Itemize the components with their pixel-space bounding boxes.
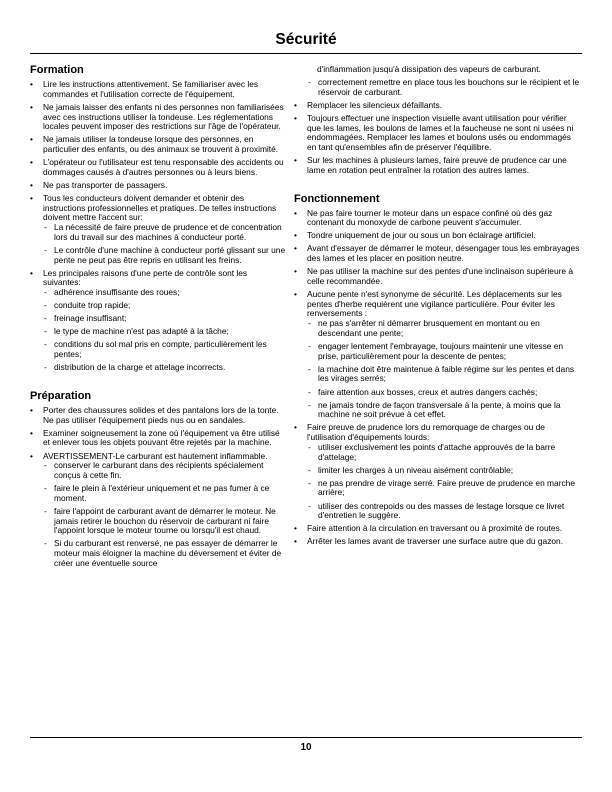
list-item-text: Toujours effectuer une inspection visuelle avant utilisation pour vérifier que les lames, les boulons de lames et la faucheuse ne sont ni usées ni endommagées. Remplacer les lames et boulons usés ou endommagés en tant qu'ensembles afin de préserver l'équilibre.: [307, 112, 574, 153]
right-column: [294, 65, 582, 551]
list-item: [294, 524, 582, 534]
list-item-text: Remplacer les silencieux défaillants.: [307, 99, 442, 110]
section-fonctionnement: [294, 193, 582, 548]
list-item: [294, 423, 582, 521]
sub-list-item: - utiliser des contrepoids ou des masses de lestage lorsque ce livret d'entretien le suggère.: [307, 502, 582, 521]
sub-list: [307, 443, 582, 521]
sub-list-item: - faire l'appoint de carburant avant de démarrer le moteur. Ne jamais retirer le bouchon du réservoir de carburant ni faire l'appoint lorsque le moteur tourne ou lorsqu'il est chaud.: [43, 507, 287, 536]
sub-list: [43, 461, 287, 568]
list-item: [30, 194, 287, 265]
list-item-text: Ne pas transporter de passagers.: [43, 179, 168, 190]
list-item: [294, 231, 582, 241]
sub-list-item: - le type de machine n'est pas adapté à la tâche;: [43, 327, 287, 337]
list-item: [30, 181, 287, 191]
section-formation: [30, 64, 287, 373]
list-item: [294, 267, 582, 286]
list-item-text: Tondre uniquement de jour ou sous un bon éclairage artificiel.: [307, 230, 536, 241]
section-heading-fonctionnement: Fonctionnement: [294, 192, 380, 205]
section-heading-formation: Formation: [30, 64, 84, 76]
page-title: Sécurité: [275, 31, 337, 48]
list-item-text: Faire preuve de prudence lors du remorquage de charges ou de l'utilisation d'équipements lourds:: [307, 422, 545, 443]
list-item-text: Les principales raisons d'une perte de contrôle sont les suivantes:: [43, 267, 248, 288]
list-item-text: Sur les machines à plusieurs lames, faire preuve de prudence car une lame en rotation peut entraîner la rotation des autres lames.: [307, 155, 567, 175]
sub-list-item: - faire attention aux bosses, creux et autres dangers cachés;: [307, 388, 582, 398]
list-item-text: Ne pas faire tourner le moteur dans un espace confiné où des gaz contenant du monoxyde de carbone peuvent s'accumuler.: [307, 207, 553, 228]
list-item-text: L'opérateur ou l'utilisateur est tenu responsable des accidents ou dommages causés à d'autres personnes ou à leurs biens.: [43, 157, 284, 177]
sub-list-item: - adhérence insuffisante des roues;: [43, 288, 287, 298]
sub-list: [307, 319, 582, 420]
sub-list-item: - Si du carburant est renversé, ne pas essayer de démarrer le moteur mais éloigner la machine du déversement et éviter de créer une éventuelle source: [43, 539, 287, 568]
sub-list-item: - Le contrôle d'une machine à conducteur porté glissant sur une pente ne peut pas être repris en utilisant les freins.: [43, 246, 287, 265]
preparation-list: [30, 406, 287, 569]
list-item: [30, 452, 287, 569]
page-number: 10: [300, 742, 312, 753]
list-item-text: Faire attention à la circulation en traversant ou à proximité de routes.: [307, 523, 563, 534]
list-item-text: AVERTISSEMENT-Le carburant est hautement inflammable.: [43, 450, 268, 461]
list-item: [30, 406, 287, 425]
list-item: [294, 156, 582, 175]
list-item: [294, 244, 582, 263]
footer-rule: [30, 737, 582, 738]
left-column: [30, 64, 287, 572]
list-item-text: Arrêter les lames avant de traverser une surface autre que du gazon.: [307, 536, 564, 547]
list-item-text: Lire les instructions attentivement. Se familiariser avec les commandes et l'utilisation correcte de l'équipement.: [43, 79, 259, 99]
list-item: [30, 135, 287, 154]
sub-list-item: - conduite trop rapide;: [43, 301, 287, 311]
header-rule: [30, 53, 582, 54]
sub-list-item: - ne pas prendre de virage serré. Faire preuve de prudence en marche arrière;: [307, 479, 582, 498]
sub-list-item: - engager lentement l'embrayage, toujours maintenir une vitesse en prise, particulièrement pour la descente de pentes;: [307, 342, 582, 361]
sub-list-item: - La nécessité de faire preuve de prudence et de concentration lors du travail sur des machines à conducteur porté.: [43, 223, 287, 242]
sub-list-item: - conserver le carburant dans des récipients spécialement conçus à cette fin.: [43, 461, 287, 480]
list-item-text: Porter des chaussures solides et des pantalons lors de la tonte. Ne pas utiliser l'équipement pieds nus ou en sandales.: [43, 404, 279, 425]
sub-list-item: - freinage insuffisant;: [43, 314, 287, 324]
list-item: [294, 209, 582, 228]
preparation-list-continued: [294, 101, 582, 176]
sub-list-item: - ne jamais tondre de façon transversale à la pente, à moins que la machine ne soit prévue à cet effet.: [307, 401, 582, 420]
list-item: [30, 429, 287, 448]
sub-list-item: - conditions du sol mal pris en compte, particulièrement les pentes;: [43, 340, 287, 359]
continued-sublist: [294, 78, 582, 97]
fonctionnement-list: [294, 209, 582, 548]
list-item: [294, 114, 582, 153]
list-item-text: Aucune pente n'est synonyme de sécurité. Les déplacements sur les pentes d'herbe requièrent une vigilance particulière. Pour éviter les renversements :: [307, 289, 562, 319]
list-item-text: Ne jamais laisser des enfants ni des personnes non familiarisées avec ces instructions utiliser la tondeuse. Les réglementations locales peuvent imposer des restrictions sur l'âge de l'opérateur.: [43, 101, 284, 132]
sub-list-item: - la machine doit être maintenue à faible régime sur les pentes et dans les virages serrés;: [307, 365, 582, 384]
list-item: [294, 290, 582, 420]
sub-list-item: - limiter les charges à un niveau aisément contrôlable;: [307, 466, 582, 476]
sub-list-item: - faire le plein à l'extérieur uniquement et ne pas fumer à ce moment.: [43, 484, 287, 503]
sub-list-item: - correctement remettre en place tous les bouchons sur le récipient et le réservoir de carburant.: [307, 78, 582, 97]
list-item: [294, 537, 582, 547]
list-item-text: Ne pas utiliser la machine sur des pentes d'une inclinaison supérieure à celle recommandée.: [307, 266, 574, 286]
list-item-text: Avant d'essayer de démarrer le moteur, désengager tous les embrayages des lames et les placer en position neutre.: [307, 243, 580, 264]
section-preparation: [30, 390, 287, 569]
list-item: [30, 269, 287, 373]
list-item: [30, 158, 287, 177]
list-item-text: Tous les conducteurs doivent demander et obtenir des instructions professionnelles et pratiques. De telles instructions doivent mettre l'accent sur:: [43, 192, 277, 223]
sub-list-item: - ne pas s'arrêter ni démarrer brusquement en montant ou en descendant une pente;: [307, 319, 582, 338]
sub-list: [43, 288, 287, 373]
section-heading-preparation: Préparation: [30, 389, 92, 402]
list-item-text: Examiner soigneusement la zone où l'équipement va être utilisé et enlever tous les objets pouvant être rejetés par la machine.: [43, 427, 280, 448]
list-item: [30, 80, 287, 99]
sub-list-item: - distribution de la charge et attelage incorrects.: [43, 363, 287, 373]
formation-list: [30, 80, 287, 373]
list-item-text: Ne jamais utiliser la tondeuse lorsque des personnes, en particulier des enfants, ou des animaux se trouvent à proximité.: [43, 134, 279, 154]
continued-text: d'inflammation jusqu'à dissipation des vapeurs de carburant.: [317, 64, 541, 74]
list-item: [294, 101, 582, 111]
sub-list: [43, 223, 287, 265]
sub-list-item: - utiliser exclusivement les points d'attache approuvés de la barre d'attelage;: [307, 443, 582, 462]
list-item: [30, 103, 287, 132]
